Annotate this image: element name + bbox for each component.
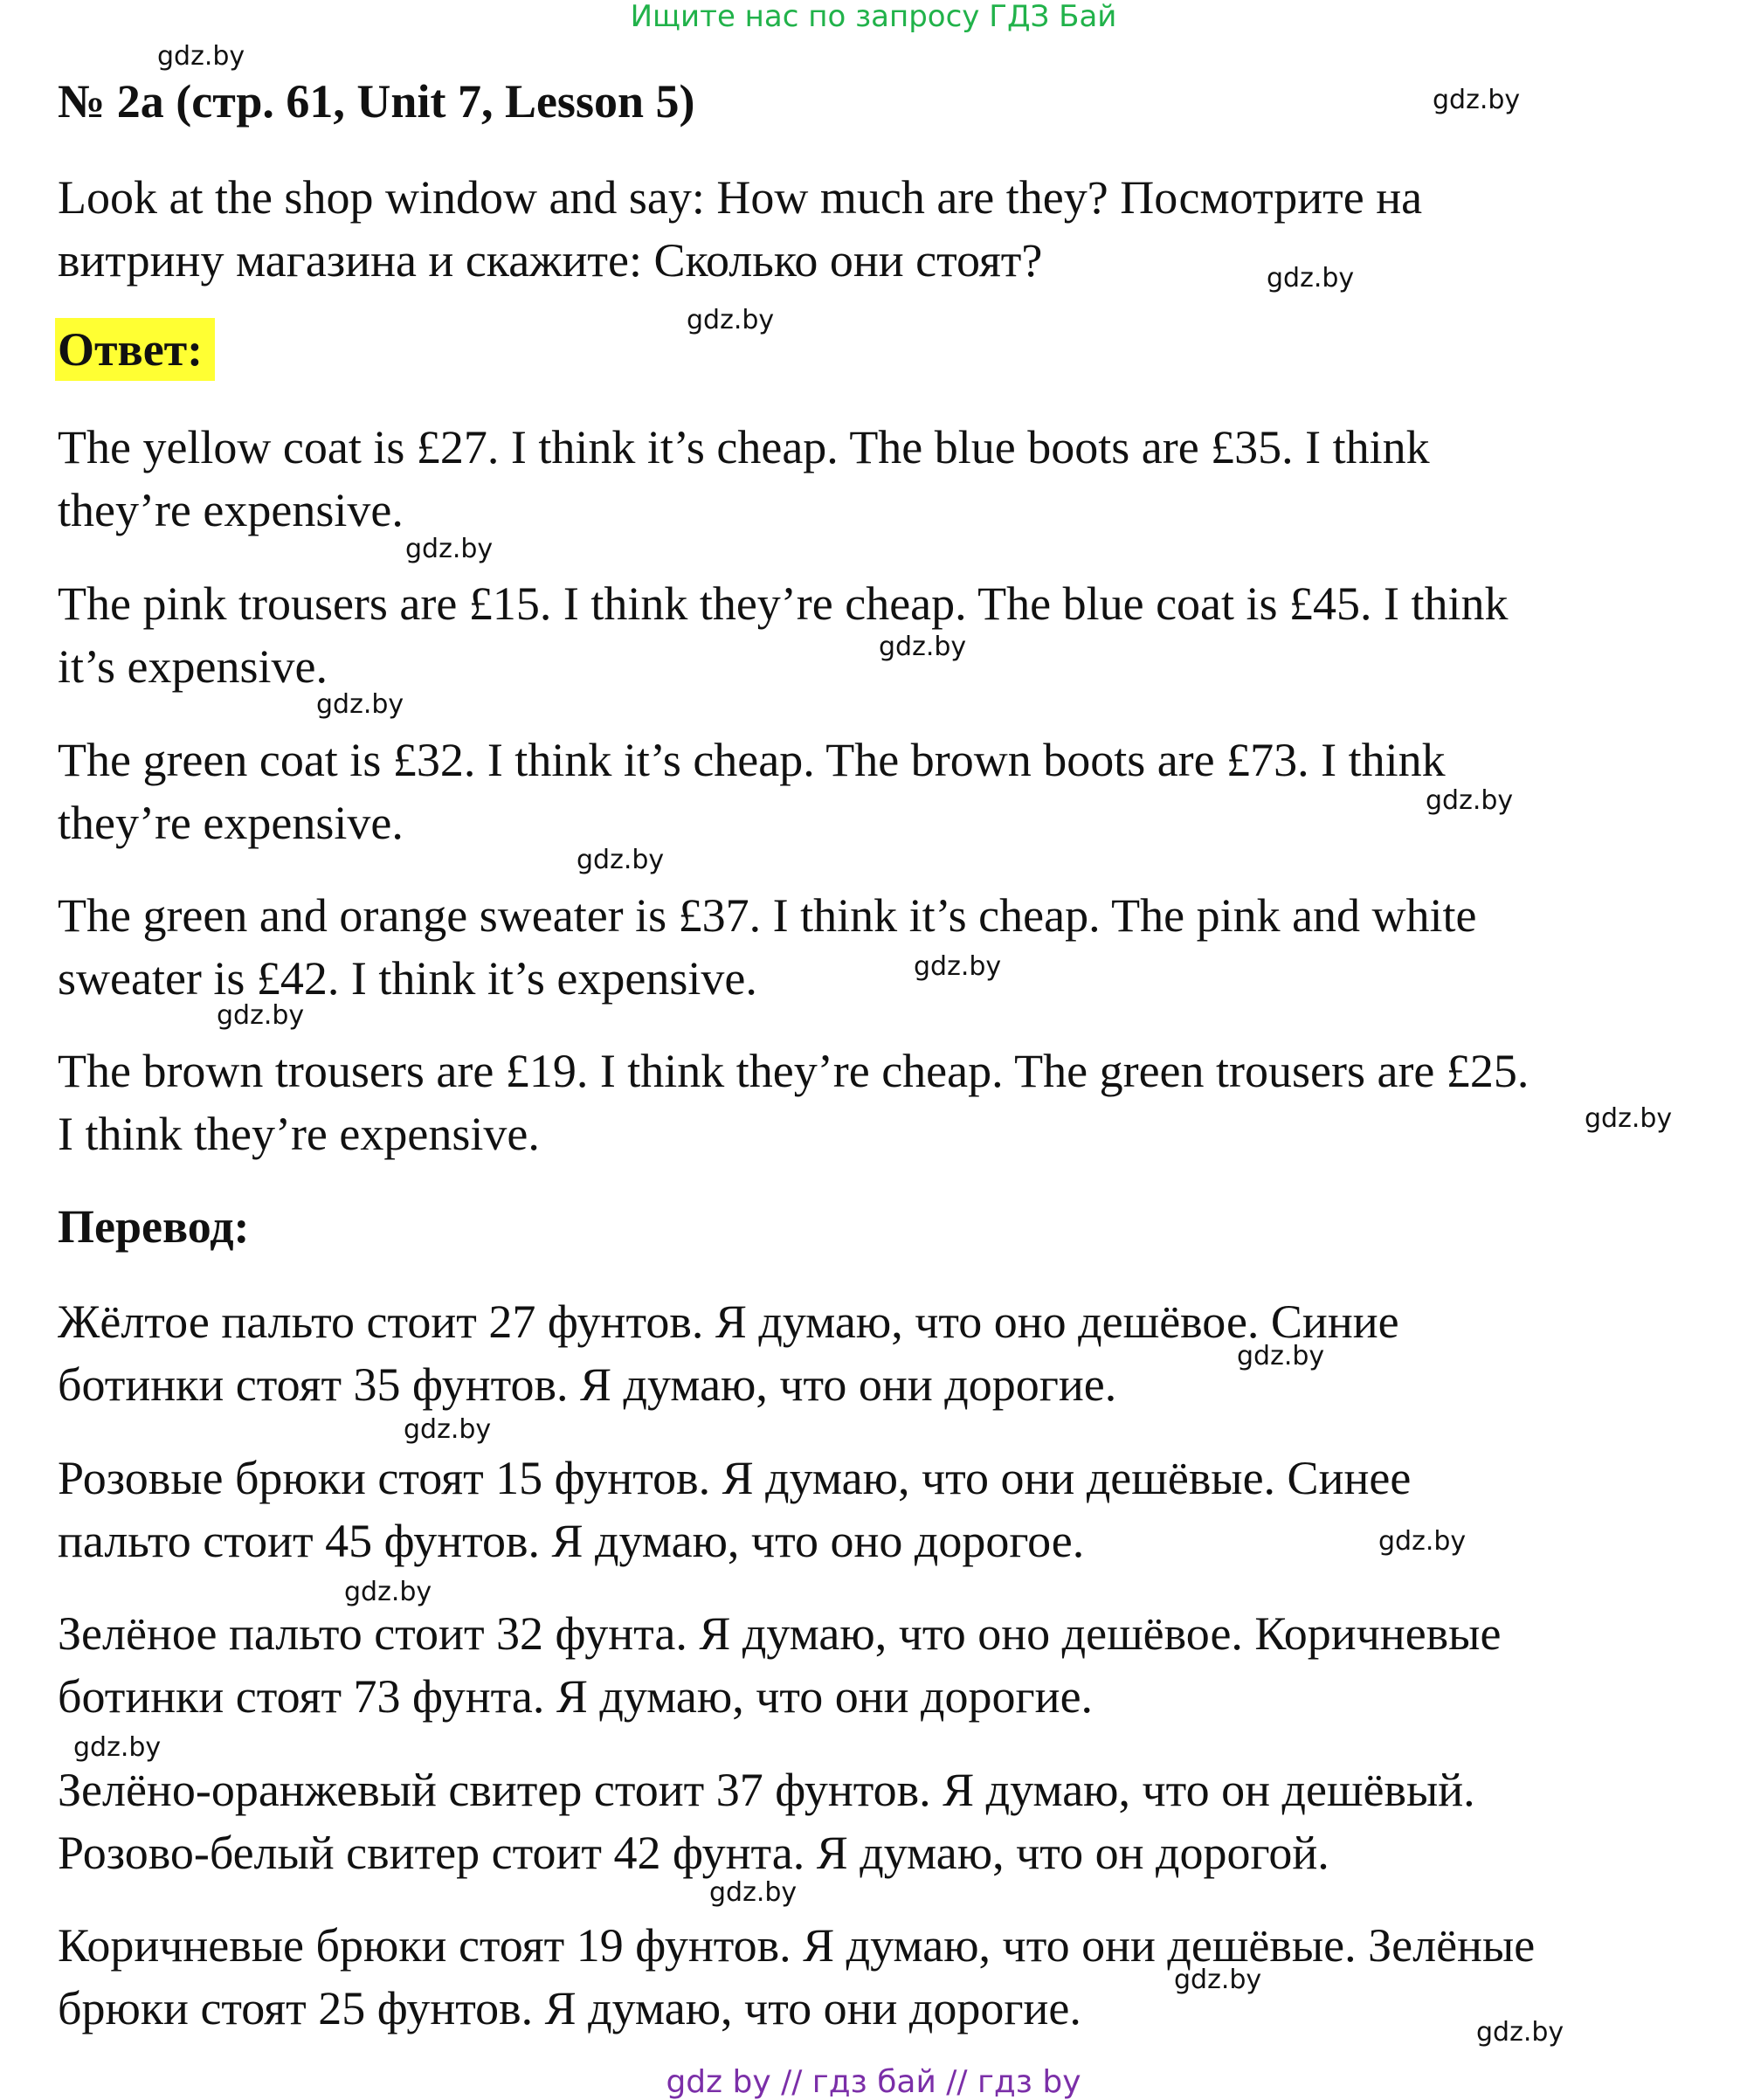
watermark: gdz.by [217, 1000, 305, 1031]
task-line: Look at the shop window and say: How much are they? Посмотрите на [58, 171, 1423, 224]
page-title: № 2а (стр. 61, Unit 7, Lesson 5) [58, 75, 695, 128]
watermark: gdz.by [157, 41, 245, 72]
answer-line: they’re expensive. [58, 484, 404, 536]
answer-line: sweater is £42. I think it’s expensive. [58, 952, 757, 1005]
translation-label: Перевод: [58, 1200, 250, 1253]
watermark: gdz.by [1237, 1341, 1325, 1371]
translation-line: Розовые брюки стоят 15 фунтов. Я думаю, что они дешёвые. Синее [58, 1452, 1412, 1504]
watermark: gdz.by [73, 1732, 162, 1763]
translation-line: Розово-белый свитер стоит 42 фунта. Я думаю, что он дорогой. [58, 1827, 1329, 1879]
answer-paragraph [58, 572, 1509, 698]
answer-line: The yellow coat is £27. I think it’s cheap. The blue boots are £35. I think [58, 421, 1430, 473]
answer-paragraph [58, 884, 1477, 1010]
footer-links[interactable]: gdz by // гдз бай // гдз by [666, 2064, 1081, 2100]
watermark: gdz.by [879, 632, 967, 662]
translation-line: брюки стоят 25 фунтов. Я думаю, что они дорогие. [58, 1982, 1081, 2034]
translation-paragraph [58, 1290, 1399, 1416]
watermark: gdz.by [344, 1577, 432, 1607]
watermark: gdz.by [1174, 1965, 1262, 1995]
watermark: gdz.by [404, 1414, 492, 1445]
translation-line: ботинки стоят 35 фунтов. Я думаю, что они дорогие. [58, 1358, 1117, 1411]
answer-paragraph [58, 729, 1446, 854]
translation-paragraph [58, 1447, 1411, 1572]
translation-paragraph [58, 1914, 1535, 2040]
answer-line: The pink trousers are £15. I think they’re cheap. The blue coat is £45. I think [58, 577, 1509, 630]
translation-line: Зелёное пальто стоит 32 фунта. Я думаю, что оно дешёвое. Коричневые [58, 1607, 1502, 1660]
translation-line: пальто стоит 45 фунтов. Я думаю, что оно дорогое. [58, 1515, 1085, 1567]
answer-line: it’s expensive. [58, 640, 328, 693]
watermark: gdz.by [687, 305, 775, 335]
answer-line: they’re expensive. [58, 797, 404, 849]
watermark: gdz.by [1426, 785, 1514, 816]
translation-line: Жёлтое пальто стоит 27 фунтов. Я думаю, что оно дешёвое. Синие [58, 1295, 1399, 1348]
translation-line: Зелёно-оранжевый свитер стоит 37 фунтов. Я думаю, что он дешёвый. [58, 1764, 1475, 1816]
answer-label: Ответ: [55, 318, 215, 381]
watermark: gdz.by [405, 534, 494, 564]
translation-paragraph [58, 1758, 1475, 1884]
search-banner[interactable]: Ищите нас по запросу ГДЗ Бай [630, 0, 1117, 34]
watermark: gdz.by [1378, 1526, 1467, 1557]
translation-paragraph [58, 1602, 1501, 1728]
answer-paragraph [58, 416, 1430, 542]
watermark: gdz.by [1476, 2017, 1564, 2048]
task-line: витрину магазина и скажите: Сколько они стоят? [58, 234, 1043, 287]
watermark: gdz.by [1433, 85, 1521, 115]
watermark: gdz.by [577, 845, 665, 875]
watermark: gdz.by [914, 951, 1002, 982]
answer-line: I think they’re expensive. [58, 1108, 540, 1160]
translation-line: Коричневые брюки стоят 19 фунтов. Я думаю, что они дешёвые. Зелёные [58, 1919, 1536, 1972]
task-text [58, 166, 1422, 292]
watermark: gdz.by [316, 689, 404, 720]
answer-line: The green and orange sweater is £37. I think it’s cheap. The pink and white [58, 889, 1477, 942]
answer-line: The brown trousers are £19. I think they’re cheap. The green trousers are £25. [58, 1045, 1529, 1097]
watermark: gdz.by [1585, 1103, 1673, 1134]
watermark: gdz.by [1267, 263, 1355, 294]
answer-paragraph [58, 1040, 1529, 1165]
watermark: gdz.by [709, 1877, 798, 1908]
answer-line: The green coat is £32. I think it’s cheap. The brown boots are £73. I think [58, 734, 1446, 786]
translation-line: ботинки стоят 73 фунта. Я думаю, что они дорогие. [58, 1670, 1094, 1723]
